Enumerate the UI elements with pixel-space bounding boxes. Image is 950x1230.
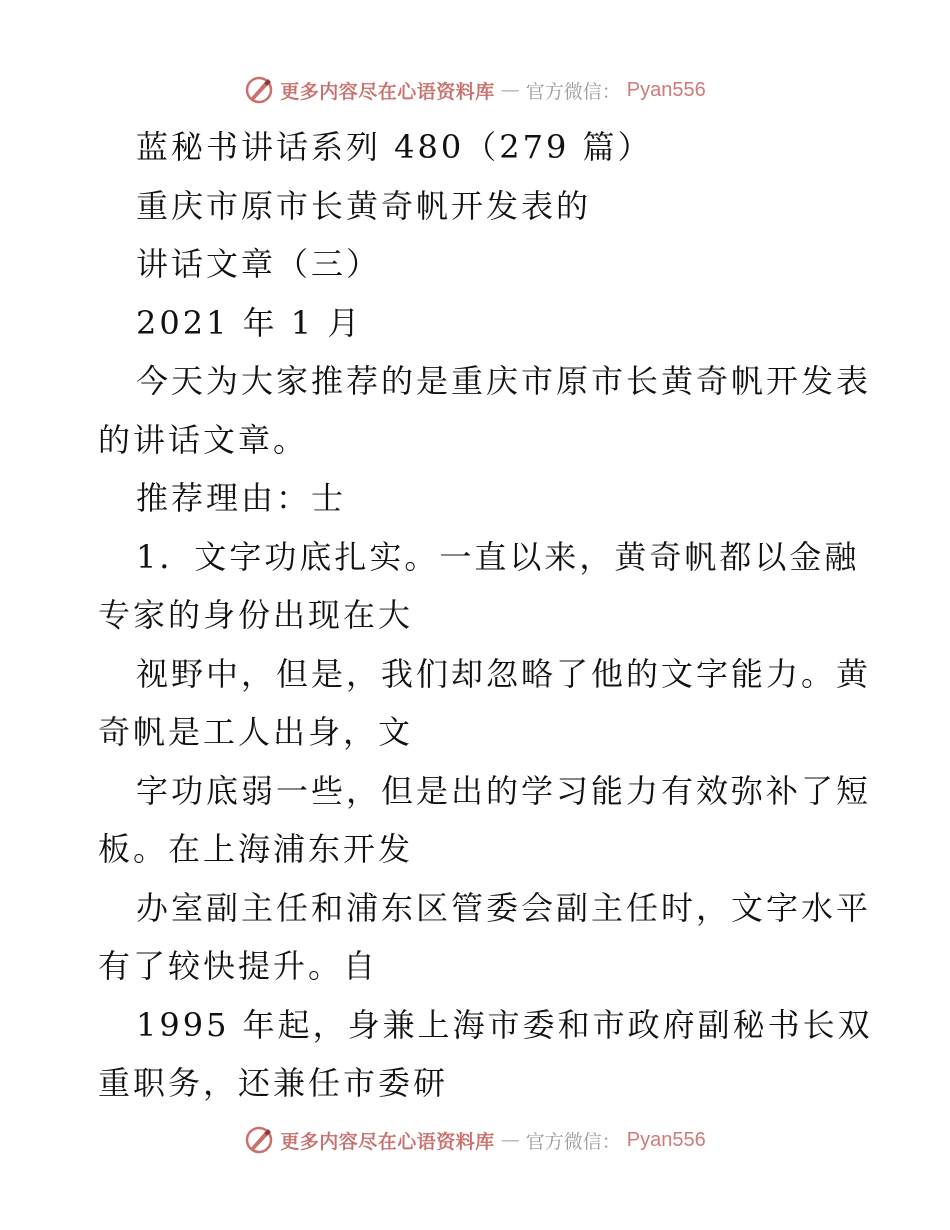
- text-line: 重庆市原市长黄奇帆开发表的: [136, 186, 592, 225]
- text-line: 蓝秘书讲话系列 480（279 篇）: [136, 128, 653, 166]
- text-line: 今天为大家推荐的是重庆市原市长黄奇帆开发表: [136, 362, 872, 400]
- text-line: 办室副主任和浦东区管委会副主任时，文字水平: [136, 888, 872, 927]
- watermark-brand: 更多内容尽在心语资料库: [280, 80, 495, 103]
- text-line: 视野中，但是，我们却忽略了他的文字能力。黄: [136, 654, 872, 693]
- watermark-separator: —: [500, 1129, 520, 1151]
- text-line: 有了较快提升。自: [98, 947, 379, 985]
- text-line: 板。在上海浦东开发: [98, 830, 414, 868]
- watermark-channel: 官方微信：: [525, 1130, 621, 1153]
- footer-watermark: [0, 1120, 950, 1160]
- watermark-channel: 官方微信：: [525, 80, 621, 103]
- text-line: 专家的身份出现在大: [98, 596, 414, 634]
- header-watermark: [0, 70, 950, 110]
- watermark-account: Pyan556: [626, 1128, 706, 1151]
- text-line: 1．文字功底扎实。一直以来，黄奇帆都以金融: [136, 537, 860, 576]
- watermark-separator: —: [500, 79, 520, 101]
- text-line: 1995 年起，身兼上海市委和市政府副秘书长双: [136, 1005, 873, 1044]
- text-line: 奇帆是工人出身，文: [98, 713, 414, 751]
- text-line: 字功底弱一些，但是出的学习能力有效弥补了短: [136, 771, 872, 810]
- text-line: 讲话文章（三）: [136, 245, 382, 283]
- pen-circle-logo-icon: [244, 75, 274, 105]
- text-line: 推荐理由：士: [136, 479, 347, 517]
- watermark-brand: 更多内容尽在心语资料库: [280, 1130, 495, 1153]
- document-body: [98, 118, 873, 1113]
- watermark-account: Pyan556: [626, 78, 706, 101]
- text-line: 的讲话文章。: [98, 420, 309, 459]
- pen-circle-logo-icon: [244, 1125, 274, 1155]
- text-line: 2021 年 1 月: [136, 303, 363, 342]
- text-line: 重职务，还兼任市委研: [98, 1064, 449, 1102]
